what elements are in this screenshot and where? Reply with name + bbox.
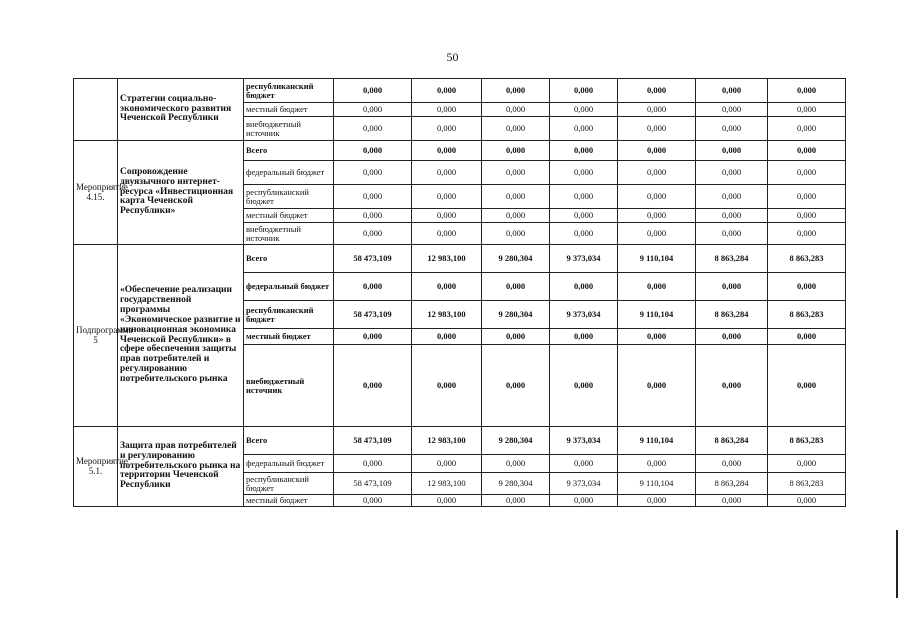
funding-source: местный бюджет xyxy=(244,495,334,507)
amount-cell: 0,000 xyxy=(412,455,482,473)
funding-source: местный бюджет xyxy=(244,329,334,345)
section-number xyxy=(74,79,118,141)
funding-source: внебюджетный источник xyxy=(244,117,334,141)
amount-cell: 0,000 xyxy=(334,345,412,427)
amount-cell: 0,000 xyxy=(412,223,482,245)
amount-cell: 0,000 xyxy=(696,141,768,161)
amount-cell: 0,000 xyxy=(482,161,550,185)
amount-cell: 0,000 xyxy=(412,103,482,117)
funding-source: федеральный бюджет xyxy=(244,273,334,301)
amount-cell: 9 373,034 xyxy=(550,427,618,455)
amount-cell: 0,000 xyxy=(334,185,412,209)
funding-source: республиканский бюджет xyxy=(244,185,334,209)
amount-cell: 58 473,109 xyxy=(334,473,412,495)
amount-cell: 0,000 xyxy=(696,455,768,473)
amount-cell: 0,000 xyxy=(618,185,696,209)
amount-cell: 8 863,284 xyxy=(696,245,768,273)
amount-cell: 0,000 xyxy=(482,209,550,223)
amount-cell: 0,000 xyxy=(696,161,768,185)
amount-cell: 0,000 xyxy=(334,161,412,185)
amount-cell: 9 280,304 xyxy=(482,427,550,455)
amount-cell: 0,000 xyxy=(618,209,696,223)
amount-cell: 0,000 xyxy=(618,79,696,103)
amount-cell: 0,000 xyxy=(618,345,696,427)
amount-cell: 0,000 xyxy=(550,161,618,185)
amount-cell: 8 863,283 xyxy=(768,301,846,329)
amount-cell: 0,000 xyxy=(412,141,482,161)
amount-cell: 0,000 xyxy=(482,223,550,245)
amount-cell: 0,000 xyxy=(334,103,412,117)
amount-cell: 0,000 xyxy=(482,455,550,473)
section-name: Сопровождение двуязычного интернет-ресурса «Инвестиционная карта Чеченской Республики» xyxy=(118,141,244,245)
funding-source: Всего xyxy=(244,245,334,273)
amount-cell: 0,000 xyxy=(768,141,846,161)
section-number: Мероприятие 4.15. xyxy=(74,141,118,245)
amount-cell: 0,000 xyxy=(482,329,550,345)
amount-cell: 0,000 xyxy=(334,117,412,141)
amount-cell: 12 983,100 xyxy=(412,427,482,455)
amount-cell: 0,000 xyxy=(768,495,846,507)
amount-cell: 0,000 xyxy=(482,103,550,117)
amount-cell: 0,000 xyxy=(482,117,550,141)
amount-cell: 0,000 xyxy=(482,185,550,209)
amount-cell: 0,000 xyxy=(768,185,846,209)
amount-cell: 0,000 xyxy=(618,161,696,185)
amount-cell: 0,000 xyxy=(334,79,412,103)
amount-cell: 0,000 xyxy=(334,495,412,507)
funding-source: федеральный бюджет xyxy=(244,161,334,185)
amount-cell: 0,000 xyxy=(482,345,550,427)
amount-cell: 0,000 xyxy=(550,345,618,427)
funding-source: республиканский бюджет xyxy=(244,79,334,103)
funding-source: Всего xyxy=(244,427,334,455)
amount-cell: 0,000 xyxy=(768,103,846,117)
amount-cell: 0,000 xyxy=(412,345,482,427)
amount-cell: 8 863,284 xyxy=(696,427,768,455)
amount-cell: 0,000 xyxy=(412,185,482,209)
section-name: Стратегии социально-экономического развития Чеченской Республики xyxy=(118,79,244,141)
amount-cell: 0,000 xyxy=(618,495,696,507)
amount-cell: 0,000 xyxy=(768,117,846,141)
amount-cell: 58 473,109 xyxy=(334,245,412,273)
table-row xyxy=(74,141,846,161)
amount-cell: 0,000 xyxy=(768,209,846,223)
amount-cell: 0,000 xyxy=(412,273,482,301)
amount-cell: 0,000 xyxy=(768,345,846,427)
funding-source: внебюджетный источник xyxy=(244,223,334,245)
amount-cell: 0,000 xyxy=(550,329,618,345)
amount-cell: 8 863,283 xyxy=(768,427,846,455)
amount-cell: 9 373,034 xyxy=(550,301,618,329)
amount-cell: 0,000 xyxy=(550,141,618,161)
amount-cell: 0,000 xyxy=(618,455,696,473)
amount-cell: 0,000 xyxy=(618,223,696,245)
table-row xyxy=(74,245,846,273)
amount-cell: 0,000 xyxy=(618,117,696,141)
amount-cell: 0,000 xyxy=(696,345,768,427)
amount-cell: 0,000 xyxy=(482,273,550,301)
funding-source: федеральный бюджет xyxy=(244,455,334,473)
budget-table xyxy=(73,78,846,507)
amount-cell: 0,000 xyxy=(618,329,696,345)
amount-cell: 12 983,100 xyxy=(412,301,482,329)
amount-cell: 8 863,284 xyxy=(696,473,768,495)
amount-cell: 0,000 xyxy=(550,185,618,209)
section-name: «Обеспечение реализации государственной программы «Экономическое развитие и инновационная экономика Чеченской Республики» в сфере обеспечения защиты прав потребителей и регулированию потребительского рынка xyxy=(118,245,244,427)
amount-cell: 12 983,100 xyxy=(412,245,482,273)
amount-cell: 0,000 xyxy=(550,223,618,245)
amount-cell: 0,000 xyxy=(618,103,696,117)
amount-cell: 0,000 xyxy=(768,329,846,345)
amount-cell: 0,000 xyxy=(334,209,412,223)
amount-cell: 0,000 xyxy=(482,141,550,161)
amount-cell: 0,000 xyxy=(482,79,550,103)
amount-cell: 9 110,104 xyxy=(618,427,696,455)
amount-cell: 0,000 xyxy=(768,223,846,245)
amount-cell: 0,000 xyxy=(696,103,768,117)
amount-cell: 0,000 xyxy=(550,273,618,301)
amount-cell: 0,000 xyxy=(696,185,768,209)
amount-cell: 9 373,034 xyxy=(550,473,618,495)
amount-cell: 0,000 xyxy=(696,117,768,141)
funding-source: местный бюджет xyxy=(244,103,334,117)
amount-cell: 0,000 xyxy=(768,79,846,103)
amount-cell: 0,000 xyxy=(334,455,412,473)
amount-cell: 8 863,284 xyxy=(696,301,768,329)
amount-cell: 0,000 xyxy=(768,455,846,473)
amount-cell: 8 863,283 xyxy=(768,473,846,495)
amount-cell: 0,000 xyxy=(696,273,768,301)
funding-source: республиканский бюджет xyxy=(244,301,334,329)
amount-cell: 9 373,034 xyxy=(550,245,618,273)
amount-cell: 0,000 xyxy=(550,79,618,103)
amount-cell: 0,000 xyxy=(768,273,846,301)
page-number: 50 xyxy=(446,50,459,64)
amount-cell: 8 863,283 xyxy=(768,245,846,273)
table-row xyxy=(74,79,846,103)
amount-cell: 0,000 xyxy=(550,495,618,507)
amount-cell: 0,000 xyxy=(412,495,482,507)
amount-cell: 0,000 xyxy=(550,103,618,117)
amount-cell: 0,000 xyxy=(334,141,412,161)
amount-cell: 0,000 xyxy=(618,273,696,301)
amount-cell: 58 473,109 xyxy=(334,427,412,455)
amount-cell: 0,000 xyxy=(334,223,412,245)
amount-cell: 0,000 xyxy=(550,117,618,141)
amount-cell: 0,000 xyxy=(482,495,550,507)
amount-cell: 0,000 xyxy=(412,117,482,141)
amount-cell: 0,000 xyxy=(696,495,768,507)
amount-cell: 0,000 xyxy=(412,329,482,345)
amount-cell: 0,000 xyxy=(412,79,482,103)
section-number: Мероприятие 5.1. xyxy=(74,427,118,507)
amount-cell: 0,000 xyxy=(412,209,482,223)
section-number: Подпрограмма 5 xyxy=(74,245,118,427)
amount-cell: 0,000 xyxy=(550,209,618,223)
section-name: Защита прав потребителей и регулированию потребительского рынка на территории Чеченской Республики xyxy=(118,427,244,507)
amount-cell: 9 280,304 xyxy=(482,245,550,273)
scan-edge-mark xyxy=(896,530,898,598)
table-row xyxy=(74,427,846,455)
amount-cell: 9 280,304 xyxy=(482,301,550,329)
funding-source: местный бюджет xyxy=(244,209,334,223)
amount-cell: 9 110,104 xyxy=(618,245,696,273)
amount-cell: 0,000 xyxy=(618,141,696,161)
amount-cell: 0,000 xyxy=(696,209,768,223)
amount-cell: 0,000 xyxy=(696,223,768,245)
amount-cell: 58 473,109 xyxy=(334,301,412,329)
amount-cell: 0,000 xyxy=(696,329,768,345)
budget-table-body xyxy=(74,79,846,507)
amount-cell: 12 983,100 xyxy=(412,473,482,495)
amount-cell: 0,000 xyxy=(334,273,412,301)
funding-source: внебюджетный источник xyxy=(244,345,334,427)
amount-cell: 0,000 xyxy=(334,329,412,345)
funding-source: республиканский бюджет xyxy=(244,473,334,495)
amount-cell: 0,000 xyxy=(412,161,482,185)
amount-cell: 9 110,104 xyxy=(618,473,696,495)
amount-cell: 9 110,104 xyxy=(618,301,696,329)
amount-cell: 0,000 xyxy=(696,79,768,103)
funding-source: Всего xyxy=(244,141,334,161)
amount-cell: 9 280,304 xyxy=(482,473,550,495)
amount-cell: 0,000 xyxy=(768,161,846,185)
amount-cell: 0,000 xyxy=(550,455,618,473)
